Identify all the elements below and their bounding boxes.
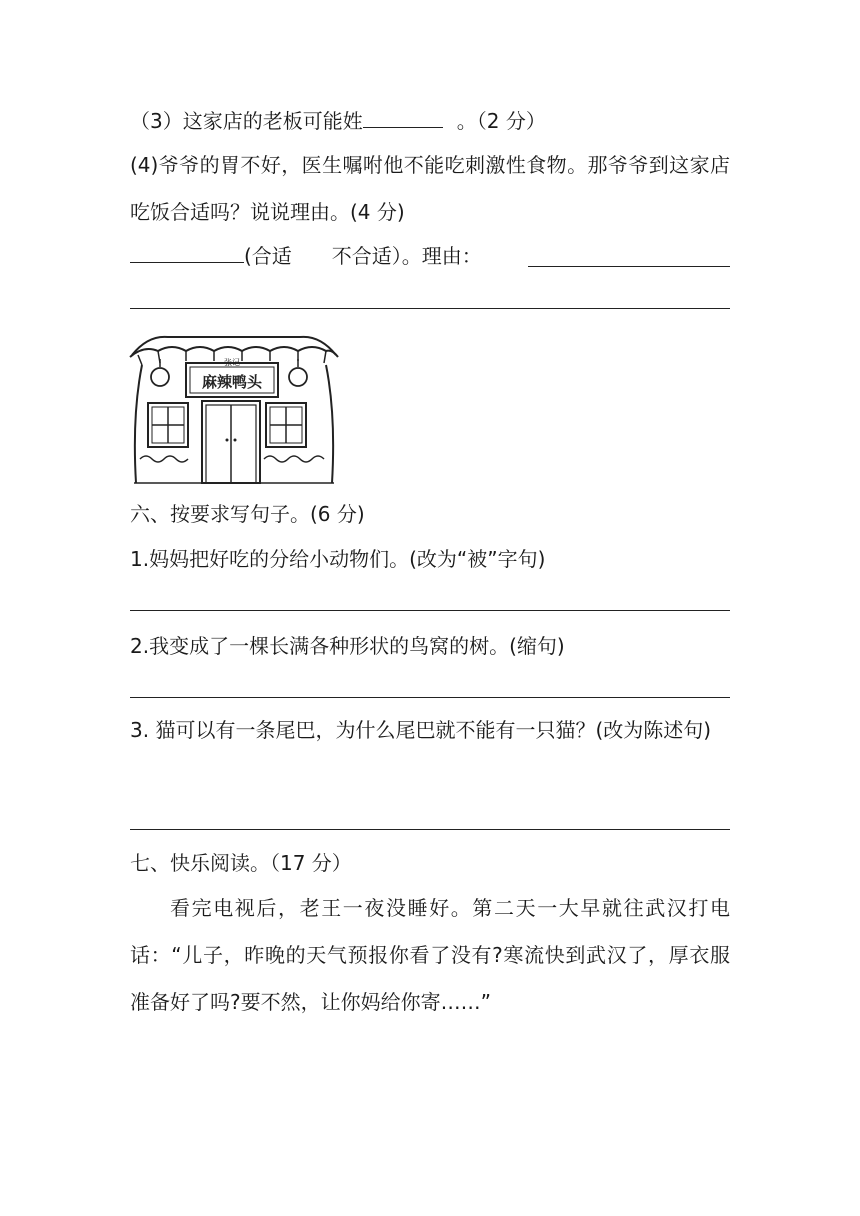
right-lantern-icon	[289, 359, 307, 386]
shop-sign-text: 麻辣鸭头	[201, 373, 263, 391]
q4-answer-line	[130, 240, 730, 270]
section6-item-1: 1.妈妈把好吃的分给小动物们。(改为“被”字句)	[130, 547, 546, 571]
q3-answer-blank[interactable]	[363, 105, 443, 128]
section6-item-3: 3. 猫可以有一条尾巴，为什么尾巴就不能有一只猫？(改为陈述句)	[130, 718, 712, 742]
section6-answer-line-2[interactable]	[130, 697, 730, 698]
section6-item-2: 2.我变成了一棵长满各种形状的鸟窝的树。(缩句)	[130, 634, 565, 658]
section7-passage: 看完电视后，老王一夜没睡好。第二天一大早就往武汉打电话：“儿子，昨晚的天气预报你看了没有?寒流快到武汉了，厚衣服准备好了吗?要不然，让你妈给你寄……”	[130, 896, 730, 1014]
shop-door	[202, 401, 260, 483]
q3-suffix: 。（2 分）	[456, 109, 546, 133]
left-window	[148, 403, 188, 447]
q4-reason-blank[interactable]	[528, 244, 730, 267]
q3-line	[130, 105, 546, 135]
shop-sign-small-text: 张记	[224, 358, 240, 367]
section6-answer-line-1[interactable]	[130, 610, 730, 611]
q4-question: (4)爷爷的胃不好，医生嘱咐他不能吃刺激性食物。那爷爷到这家店吃饭合适吗？说说理由。(4 分)	[130, 153, 730, 224]
right-window	[266, 403, 306, 447]
shop-illustration	[128, 325, 340, 485]
q4-reason-line-2[interactable]	[130, 308, 730, 309]
left-lantern-icon	[151, 359, 169, 386]
q3-prefix: （3）这家店的老板可能姓	[130, 109, 363, 133]
q4-options: (合适 不合适）。理由：	[244, 244, 482, 268]
q4-choice-blank[interactable]	[130, 240, 244, 263]
section6-title: 六、按要求写句子。(6 分)	[130, 502, 365, 526]
section6-answer-line-3[interactable]	[130, 829, 730, 830]
shop-roof	[132, 337, 336, 355]
section7-title: 七、快乐阅读。（17 分）	[130, 851, 352, 875]
